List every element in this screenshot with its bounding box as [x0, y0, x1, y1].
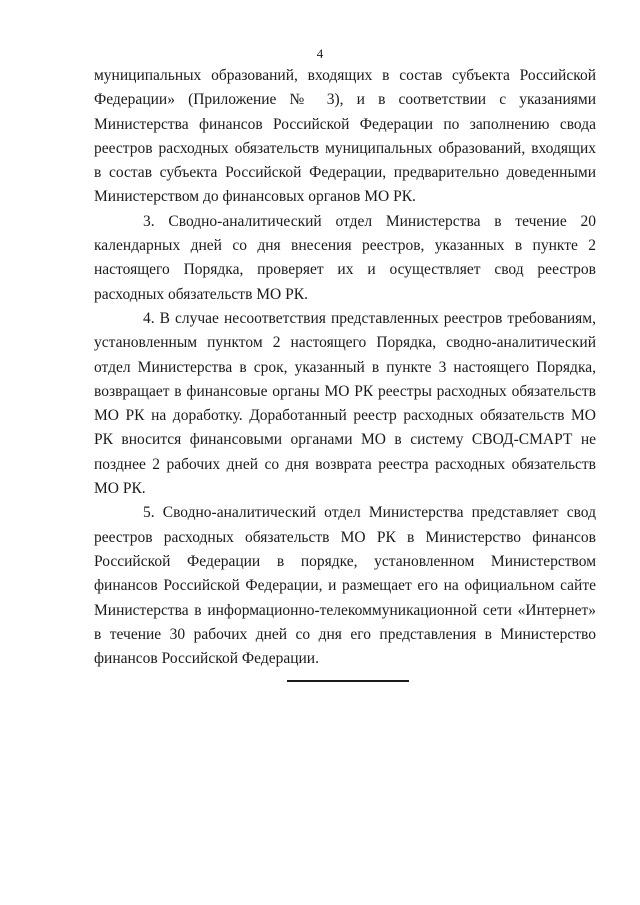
document-body [94, 64, 596, 671]
paragraph-item-4: 4. В случае несоответствия представленных реестров требованиям, установленным пунктом 2 настоящего Порядка, сводно-аналитический отдел Министерства в срок, указанный в пункте 3 настоящего Порядка, возвращает в финансовые органы МО РК реестры расходных обязательств МО РК на доработку. Доработанный реестр расходных обязательств МО РК вносится финансовыми органами МО в систему СВОД-СМАРТ не позднее 2 рабочих дней со дня возврата реестра расходных обязательств МО РК. [94, 309, 596, 498]
end-of-text-rule [287, 680, 409, 682]
paragraph-item-3: 3. Сводно-аналитический отдел Министерства в течение 20 календарных дней со дня внесения реестров, указанных в пункте 2 настоящего Порядка, проверяет их и осуществляет свод реестров расходных обязательств МО РК. [94, 212, 596, 303]
paragraph-item-5: 5. Сводно-аналитический отдел Министерства представляет свод реестров расходных обязательств МО РК в Министерство финансов Российской Федерации в порядке, установленном Министерством финансов Российской Федерации, и размещает его на официальном сайте Министерства в информационно-телекоммуникационной сети «Интернет» в течение 30 рабочих дней со дня его представления в Министерство финансов Российской Федерации. [94, 504, 596, 668]
page-number: 4 [316, 46, 324, 61]
paragraph-continuation: муниципальных образований, входящих в состав субъекта Российской Федерации» (Приложение № 3), и в соответствии с указаниями Министерства финансов Российской Федерации по заполнению свода реестров расходных обязательств муниципальных образований, входящих в состав субъекта Российской Федерации, предварительно доведенными Министерством до финансовых органов МО РК. [94, 67, 596, 206]
